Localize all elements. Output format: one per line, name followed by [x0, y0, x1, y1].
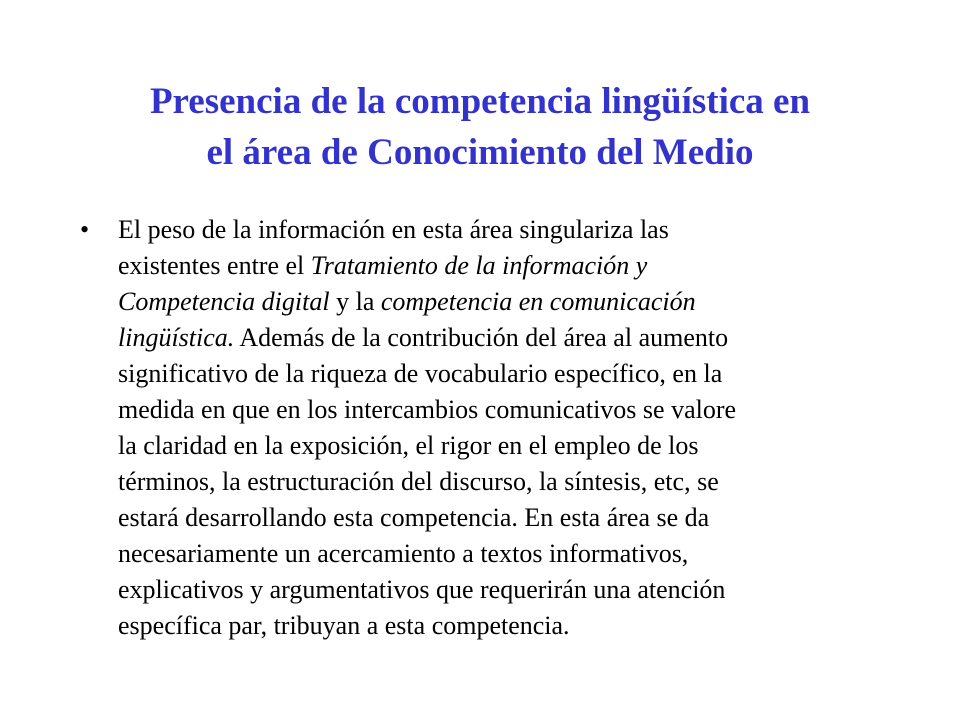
text-line [118, 572, 900, 608]
text-line [118, 212, 900, 248]
text-segment: existentes entre el [118, 251, 311, 280]
text-line [118, 320, 900, 356]
text-segment: explicativos y argumentativos que requerirán una atención [118, 575, 726, 604]
text-line [118, 464, 900, 500]
text-line [118, 536, 900, 572]
bullet-marker: • [80, 215, 90, 244]
text-segment: significativo de la riqueza de vocabulario específico, en la [118, 359, 723, 388]
text-line [118, 608, 900, 644]
text-segment: medida en que en los intercambios comunicativos se valore [118, 395, 737, 424]
text-segment: estará desarrollando esta competencia. En esta área se da [118, 503, 710, 532]
text-segment: y la [329, 287, 381, 316]
italic-text: competencia en comunicación [380, 287, 696, 316]
text-segment: El peso de la información en esta área singulariza las [118, 215, 669, 244]
slide-body [80, 212, 900, 644]
italic-text: lingüística. [118, 323, 235, 352]
text-segment: Además de la contribución del área al aumento [234, 323, 729, 352]
text-segment: necesariamente un acercamiento a textos informativos, [118, 539, 689, 568]
text-line [118, 248, 900, 284]
title-line-2: el área de Conocimiento del Medio [206, 132, 754, 173]
bullet-text [118, 212, 900, 644]
slide-title [60, 76, 900, 178]
title-line-1: Presencia de la competencia lingüística en [149, 81, 811, 122]
text-line [118, 428, 900, 464]
text-line [118, 284, 900, 320]
italic-text: Tratamiento de la información y [310, 251, 648, 280]
text-line [118, 356, 900, 392]
text-line [118, 392, 900, 428]
text-segment: específica par, tribuyan a esta competencia. [118, 611, 570, 640]
bullet-item [80, 212, 900, 644]
italic-text: Competencia digital [118, 287, 330, 316]
text-segment: la claridad en la exposición, el rigor en el empleo de los [118, 431, 699, 460]
text-line [118, 500, 900, 536]
text-segment: términos, la estructuración del discurso, la síntesis, etc, se [118, 467, 719, 496]
